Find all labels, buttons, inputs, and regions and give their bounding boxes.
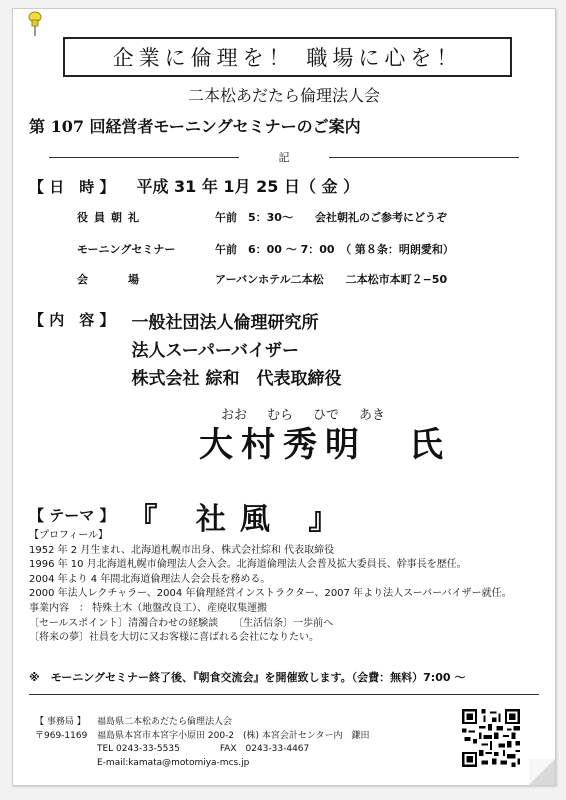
qr-code-icon (460, 707, 522, 769)
schedule-value: 午前 5：30～ 会社朝礼のご参考にどうぞ (215, 211, 447, 224)
schedule-value: 午前 6：00 ～ 7：00 （ 第８条：明朗愛和） (215, 243, 454, 256)
footer-divider (29, 694, 539, 695)
content-label: 【 内 容 】 (29, 311, 115, 329)
datetime-value: 平成 31 年 1月 25 日（ 金 ） (136, 177, 360, 196)
tel: TEL 0243-33-5535 (97, 744, 180, 754)
schedule-label: 会 場 (77, 273, 145, 286)
seminar-title: 第 107 回経営者モーニングセミナーのご案内 (29, 117, 361, 136)
postal-code: 〒969-1169 (35, 730, 88, 741)
flyer-page (12, 8, 556, 786)
profile-line: 1996 年 10 月北海道札幌市倫理法人会入会。北海道倫理法人会普及拡大委員長、幹事長を歴任。 (29, 559, 467, 571)
profile-section (29, 529, 512, 646)
office-label: 【 事務局 】 (35, 717, 86, 727)
breakfast-note: ※ モーニングセミナー終了後、『朝食交流会』を開催致します。（会費：無料）7:00 ～ (29, 671, 466, 684)
affiliation-line: 一般社団法人倫理研究所 (131, 313, 319, 333)
pushpin-icon (27, 11, 43, 37)
schedule-label: モーニングセミナー (77, 243, 176, 256)
organization-name: 二本松あだたら倫理法人会 (187, 86, 380, 105)
ruby-syllable: おお (220, 408, 247, 423)
ruby-syllable: むら (266, 408, 293, 423)
schedule-row (77, 241, 454, 257)
contact-block (35, 716, 370, 770)
slogan-box: 企業に倫理を！ 職場に心を！ (63, 37, 512, 77)
page-curl (529, 759, 555, 785)
ruby-syllable: ひで (312, 408, 339, 423)
speaker-name: 大村秀明 氏 (199, 425, 451, 465)
address: 福島県本宮市本宮字小原田 200-2 (株) 本宮会計センター内 鎌田 (97, 730, 370, 741)
profile-heading: 【プロフィール】 (29, 530, 108, 541)
theme-label: 【 テーマ 】 (29, 506, 115, 525)
schedule-row (77, 209, 447, 225)
profile-line: 〔将来の夢〕社員を大切に又お客様に喜ばれる会社になりたい。 (29, 632, 319, 644)
fax: FAX 0243-33-4467 (219, 744, 310, 754)
affiliation-line: 法人スーパーバイザー (131, 341, 299, 361)
office-name: 福島県二本松あだたら倫理法人会 (97, 717, 233, 727)
ki-mark: 記 (278, 151, 290, 164)
schedule-row (77, 271, 447, 287)
datetime-label: 【 日 時 】 (29, 178, 115, 196)
ruby-syllable: あき (358, 408, 385, 423)
datetime-section (29, 174, 359, 197)
content-section (29, 309, 341, 393)
profile-line: 〔セールスポイント〕清濁合わせの経験談 〔生活信条〕一歩前へ (29, 617, 334, 629)
divider-right (329, 157, 519, 158)
profile-line: 2000 年法人レクチャラー、2004 年倫理経営インストラクター、2007 年より法人スーパーバイザー就任。 (29, 588, 512, 600)
profile-line: 1952 年 2 月生まれ、北海道札幌市出身、株式会社綜和 代表取締役 (29, 544, 335, 556)
speaker-affiliation (132, 309, 342, 393)
affiliation-line: 株式会社 綜和 代表取締役 (131, 369, 342, 389)
schedule-value: アーバンホテル二本松 二本松市本町２−50 (215, 273, 448, 286)
theme-title: 『 社風 』 (142, 502, 353, 537)
profile-line: 事業内容 ： 特殊土木（地盤改良工）、産廃収集運搬 (29, 602, 268, 614)
schedule-label: 役員朝礼 (77, 211, 145, 224)
profile-line: 2004 年より 4 年間北海道倫理法人会会長を務める。 (29, 573, 271, 585)
email: E-mail:kamata@motomiya-mcs.jp (97, 757, 250, 768)
